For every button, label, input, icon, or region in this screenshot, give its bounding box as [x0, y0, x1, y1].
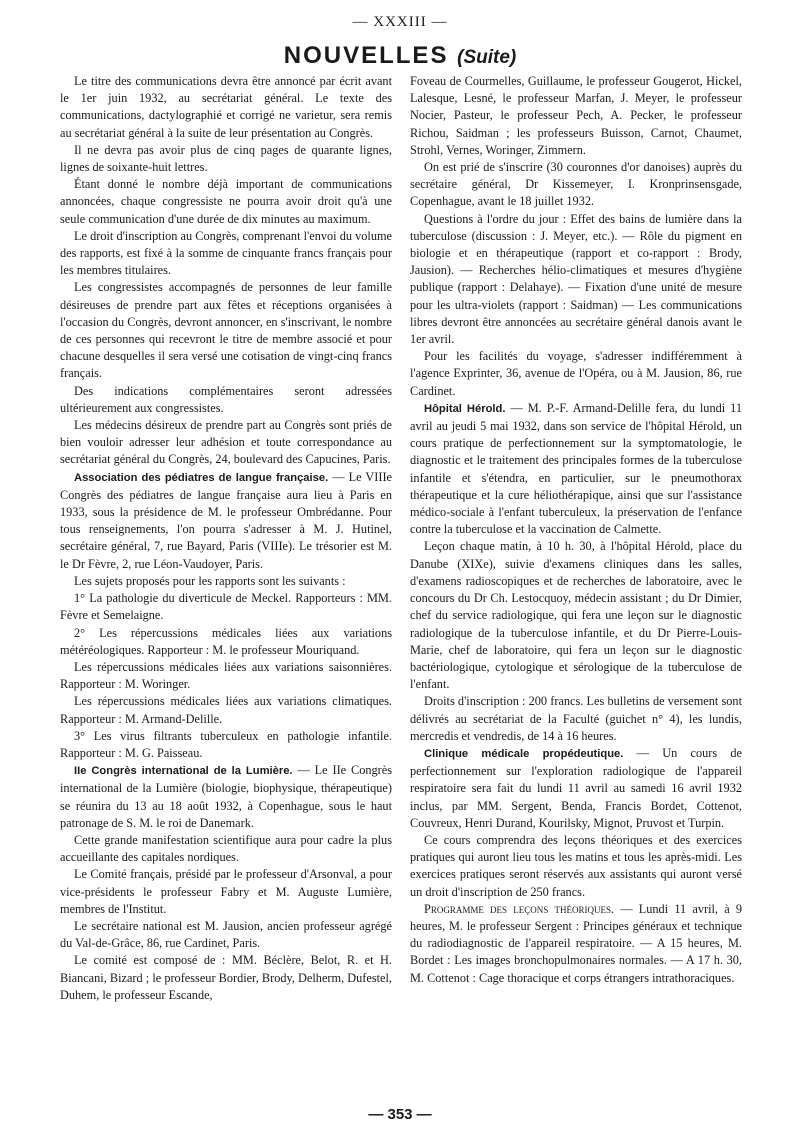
section-heading: Hôpital Hérold.: [424, 402, 506, 415]
section-heading: Clinique médicale propédeutique.: [424, 747, 624, 760]
paragraph-text: Les sujets proposés pour les rapports sont les suivants :: [74, 573, 346, 588]
paragraph: [60, 573, 392, 590]
paragraph-text: 3° Les virus filtrants tuberculeux en pathologie infantile. Rapporteur : M. G. Paisseau.: [60, 728, 392, 760]
paragraph-text: Les répercussions médicales liées aux variations climatiques. Rapporteur : M. Armand-Delille.: [60, 694, 392, 726]
title-text: NOUVELLES: [283, 42, 449, 69]
paragraph-text: Les médecins désireux de prendre part au Congrès sont priés de bien vouloir adresser leur adhésion et toute correspondance au secrétariat général du Congrès, 24, boulevard des Capucines, Paris.: [60, 418, 392, 467]
paragraph-text: Étant donné le nombre déjà important de communications annoncées, chaque congressiste ne pourra avoir droit qu'à une seule communication d'une durée de dix minutes au maximum.: [60, 177, 392, 226]
paragraph: [410, 745, 742, 832]
paragraph: [410, 400, 742, 539]
paragraph: [60, 176, 392, 228]
section-heading: Association des pédiatres de langue française.: [74, 471, 329, 484]
paragraph: [410, 73, 742, 159]
paragraph-text: 2° Les répercussions médicales liées aux variations météréologiques. Rapporteur : M. le professeur Mouriquand.: [60, 625, 392, 657]
paragraph-text: Leçon chaque matin, à 10 h. 30, à l'hôpital Hérold, place du Danube (XIXe), suivie d'examens cliniques dans les salles, d'examens radioscopiques et de recherches de laboratoire, avec le concours du Dr Ch. Lestocquoy, médecin assistant ; du Dr Dimier, chef du service radiologique, qui fera une leçon sur le diagnostic radiologique de la tuberculose infantile, et du Dr Pierre-Louis-Marie, chef de laboratoire, qui fera un leçon sur le diagnostic bactériologique, cytologique et sérologique de la tuberculose de l'enfant.: [410, 539, 742, 692]
paragraph-text: Ce cours comprendra des leçons théoriques et des exercices pratiques qui auront lieu tous les matins et tous les après-midi. Les exercices pratiques seront réservés aux assistants qui auront versé un droit d'inscription de 250 francs.: [410, 832, 742, 899]
paragraph: [410, 693, 742, 745]
programme-heading: Programme des leçons théoriques.: [424, 901, 615, 916]
paragraph: [60, 728, 392, 762]
paragraph-text: On est prié de s'inscrire (30 couronnes d'or danoises) auprès du secrétaire général, Dr Kissemeyer, I. Kronprinsensgade, Copenhague, avant le 18 juillet 1932.: [410, 160, 742, 209]
paragraph-text: Droits d'inscription : 200 francs. Les bulletins de versement sont délivrés au secrétariat de la Faculté (guichet n° 4), les lundis, mercredis et vendredis, de 14 à 16 heures.: [410, 694, 742, 743]
page-title: [0, 42, 800, 70]
paragraph-text: — Lundi 11 avril, à 9 heures, M. le professeur Sergent : Principes généraux et technique du radiodiagnostic de l'appareil respiratoire. — A 15 heures, M. Bordet : Les images bronchopulmonaires normales. — A 17 h. 30, M. Cottenot : Cage thoracique et corps étrangers intrathoraciques.: [410, 901, 742, 985]
paragraph: [60, 625, 392, 659]
paragraph: [60, 832, 392, 866]
paragraph-text: Cette grande manifestation scientifique aura pour cadre la plus accueillante des capitales nordiques.: [60, 832, 392, 865]
left-column: [60, 73, 392, 1093]
paragraph: [60, 383, 392, 417]
paragraph: [60, 952, 392, 1004]
paragraph-text: Foveau de Courmelles, Guillaume, le professeur Gougerot, Hickel, Lalesque, Lesné, le professeur Marfan, J. Meyer, le professeur Nocier, Pasteur, le professeur Pech, A. Pecker, le professeur Richou, Saidman ; les professeurs Buisson, Carnot, Chaumet, Strohl, Vernes, Woringer, Zimmern.: [410, 74, 742, 157]
paragraph: [60, 469, 392, 573]
paragraph-text: — Un cours de perfectionnement sur l'exploration radiologique de l'appareil respiratoire sera fait du lundi 11 avril au samedi 16 avril 1932 inclus, par MM. Sergent, Benda, Francis Bordet, Cottenot, Couvreux, Henri Durand, Kourilsky, Mignot, Pruvost et Turpin.: [410, 745, 742, 830]
paragraph: [410, 348, 742, 400]
paragraph: [60, 918, 392, 952]
paragraph-text: Des indications complémentaires seront adressées ultérieurement aux congressistes.: [60, 383, 392, 415]
paragraph-text: — M. P.-F. Armand-Delille fera, du lundi 11 avril au jeudi 5 mai 1932, dans son service de l'hôpital Hérold, un cours pratique de perfectionnement sur la symptomatologie, le diagnostic et le traitement des principales formes de la tuberculose infantile et s'étendra, en particulier, sur le pneumothorax thérapeutique et la cure héliothérapique, ainsi que sur l'assistance médico-sociale à l'enfant tuberculeux, la préservation de l'enfance contre la tuberculose et la vaccination de Calmette.: [410, 400, 742, 537]
paragraph: [60, 279, 392, 382]
paragraph: [60, 590, 392, 624]
section-heading: IIe Congrès international de la Lumière.: [74, 765, 293, 778]
title-suite: (Suite): [457, 47, 517, 68]
page-number: — 353 —: [368, 1106, 432, 1123]
paragraph: [410, 211, 742, 349]
paragraph-text: Pour les facilités du voyage, s'adresser indifféremment à l'agence Exprinter, 36, avenue de l'Opéra, ou à M. Jausion, 86, rue Cardinet.: [410, 349, 742, 398]
paragraph: [60, 866, 392, 918]
roman-folio: — XXXIII —: [352, 14, 448, 30]
paragraph-text: Questions à l'ordre du jour : Effet des bains de lumière dans la tuberculose (discussion : J. Meyer, etc.). — Rôle du pigment en biologie et en thérapeutique (rapport et co-rapport : Brody, Jausion). — Recherches hélio-climatiques et mesures d'hygiène publique (rapport : Delahaye). — Fixation d'une unité de mesure pour les ultra-violets (rapport : Saidman) — Les communications libres devront être annoncées au secrétaire général danois avant le 1er avril.: [410, 211, 742, 347]
paragraph-text: — Le VIIIe Congrès des pédiatres de langue française aura lieu à Paris en 1933, sous la présidence de M. le professeur Ombrédanne. Pour tous renseignements, l'on pourra s'adresser à M. J. Hutinel, secrétaire général, 7, rue Bayard, Paris (VIIIe). Le trésorier est M. le Dr Fèvre, 2, rue Léon-Vaudoyer, Paris.: [60, 469, 392, 571]
paragraph-text: Le comité est composé de : MM. Béclère, Belot, R. et H. Biancani, Bizard ; le professeur Bordier, Brody, Delherm, Dufestel, Duhem, le professeur Escande,: [60, 953, 392, 1002]
paragraph: [410, 538, 742, 693]
paragraph: [60, 228, 392, 280]
paragraph-text: Le droit d'inscription au Congrès, comprenant l'envoi du volume des rapports, est fixé à la somme de cinquante francs français pour les membres titulaires.: [60, 228, 392, 278]
paragraph: [60, 142, 392, 176]
right-column: [410, 73, 742, 1093]
paragraph: [60, 693, 392, 727]
paragraph: [410, 901, 742, 987]
paragraph: [410, 832, 742, 901]
paragraph-text: Les répercussions médicales liées aux variations saisonnières. Rapporteur : M. Woringer.: [60, 659, 392, 692]
paragraph-text: — Le IIe Congrès international de la Lumière (biologie, biophysique, thérapeutique) se réunira du 13 au 18 août 1932, à Copenhague, sous le haut patronage de S. M. le roi de Danemark.: [60, 763, 392, 830]
paragraph-text: Les congressistes accompagnés de personnes de leur famille désireuses de prendre part aux fêtes et réceptions organisées à l'occasion du Congrès, devront annoncer, en s'inscrivant, le nombre de ces personnes qui recevront le titre de membre associé et pour chacune desquelles il sera versé une cotisation de vingt-cinq francs français.: [60, 280, 392, 381]
paragraph: [60, 417, 392, 469]
paragraph: [410, 159, 742, 211]
paragraph-text: 1° La pathologie du diverticule de Meckel. Rapporteurs : MM. Fèvre et Semelaigne.: [60, 591, 392, 623]
paragraph-text: Le Comité français, présidé par le professeur d'Arsonval, a pour vice-présidents le professeur Fabry et M. Auguste Lumière, membres de l'Institut.: [60, 867, 392, 916]
paragraph: [60, 73, 392, 142]
paragraph-text: Le titre des communications devra être annoncé par écrit avant le 1er juin 1932, au secrétariat général. Le texte des communications, dactylographié et corrigé ne varietur, sera remis au secrétariat général à la suite de leur présentation au Congrès.: [60, 74, 392, 140]
paragraph-text: Il ne devra pas avoir plus de cinq pages de quarante lignes, lignes de soixante-huit lettres.: [60, 142, 392, 175]
paragraph: [60, 762, 392, 832]
paragraph: [60, 659, 392, 693]
paragraph-text: Le secrétaire national est M. Jausion, ancien professeur agrégé du Val-de-Grâce, 86, rue Cardinet, Paris.: [60, 918, 392, 951]
